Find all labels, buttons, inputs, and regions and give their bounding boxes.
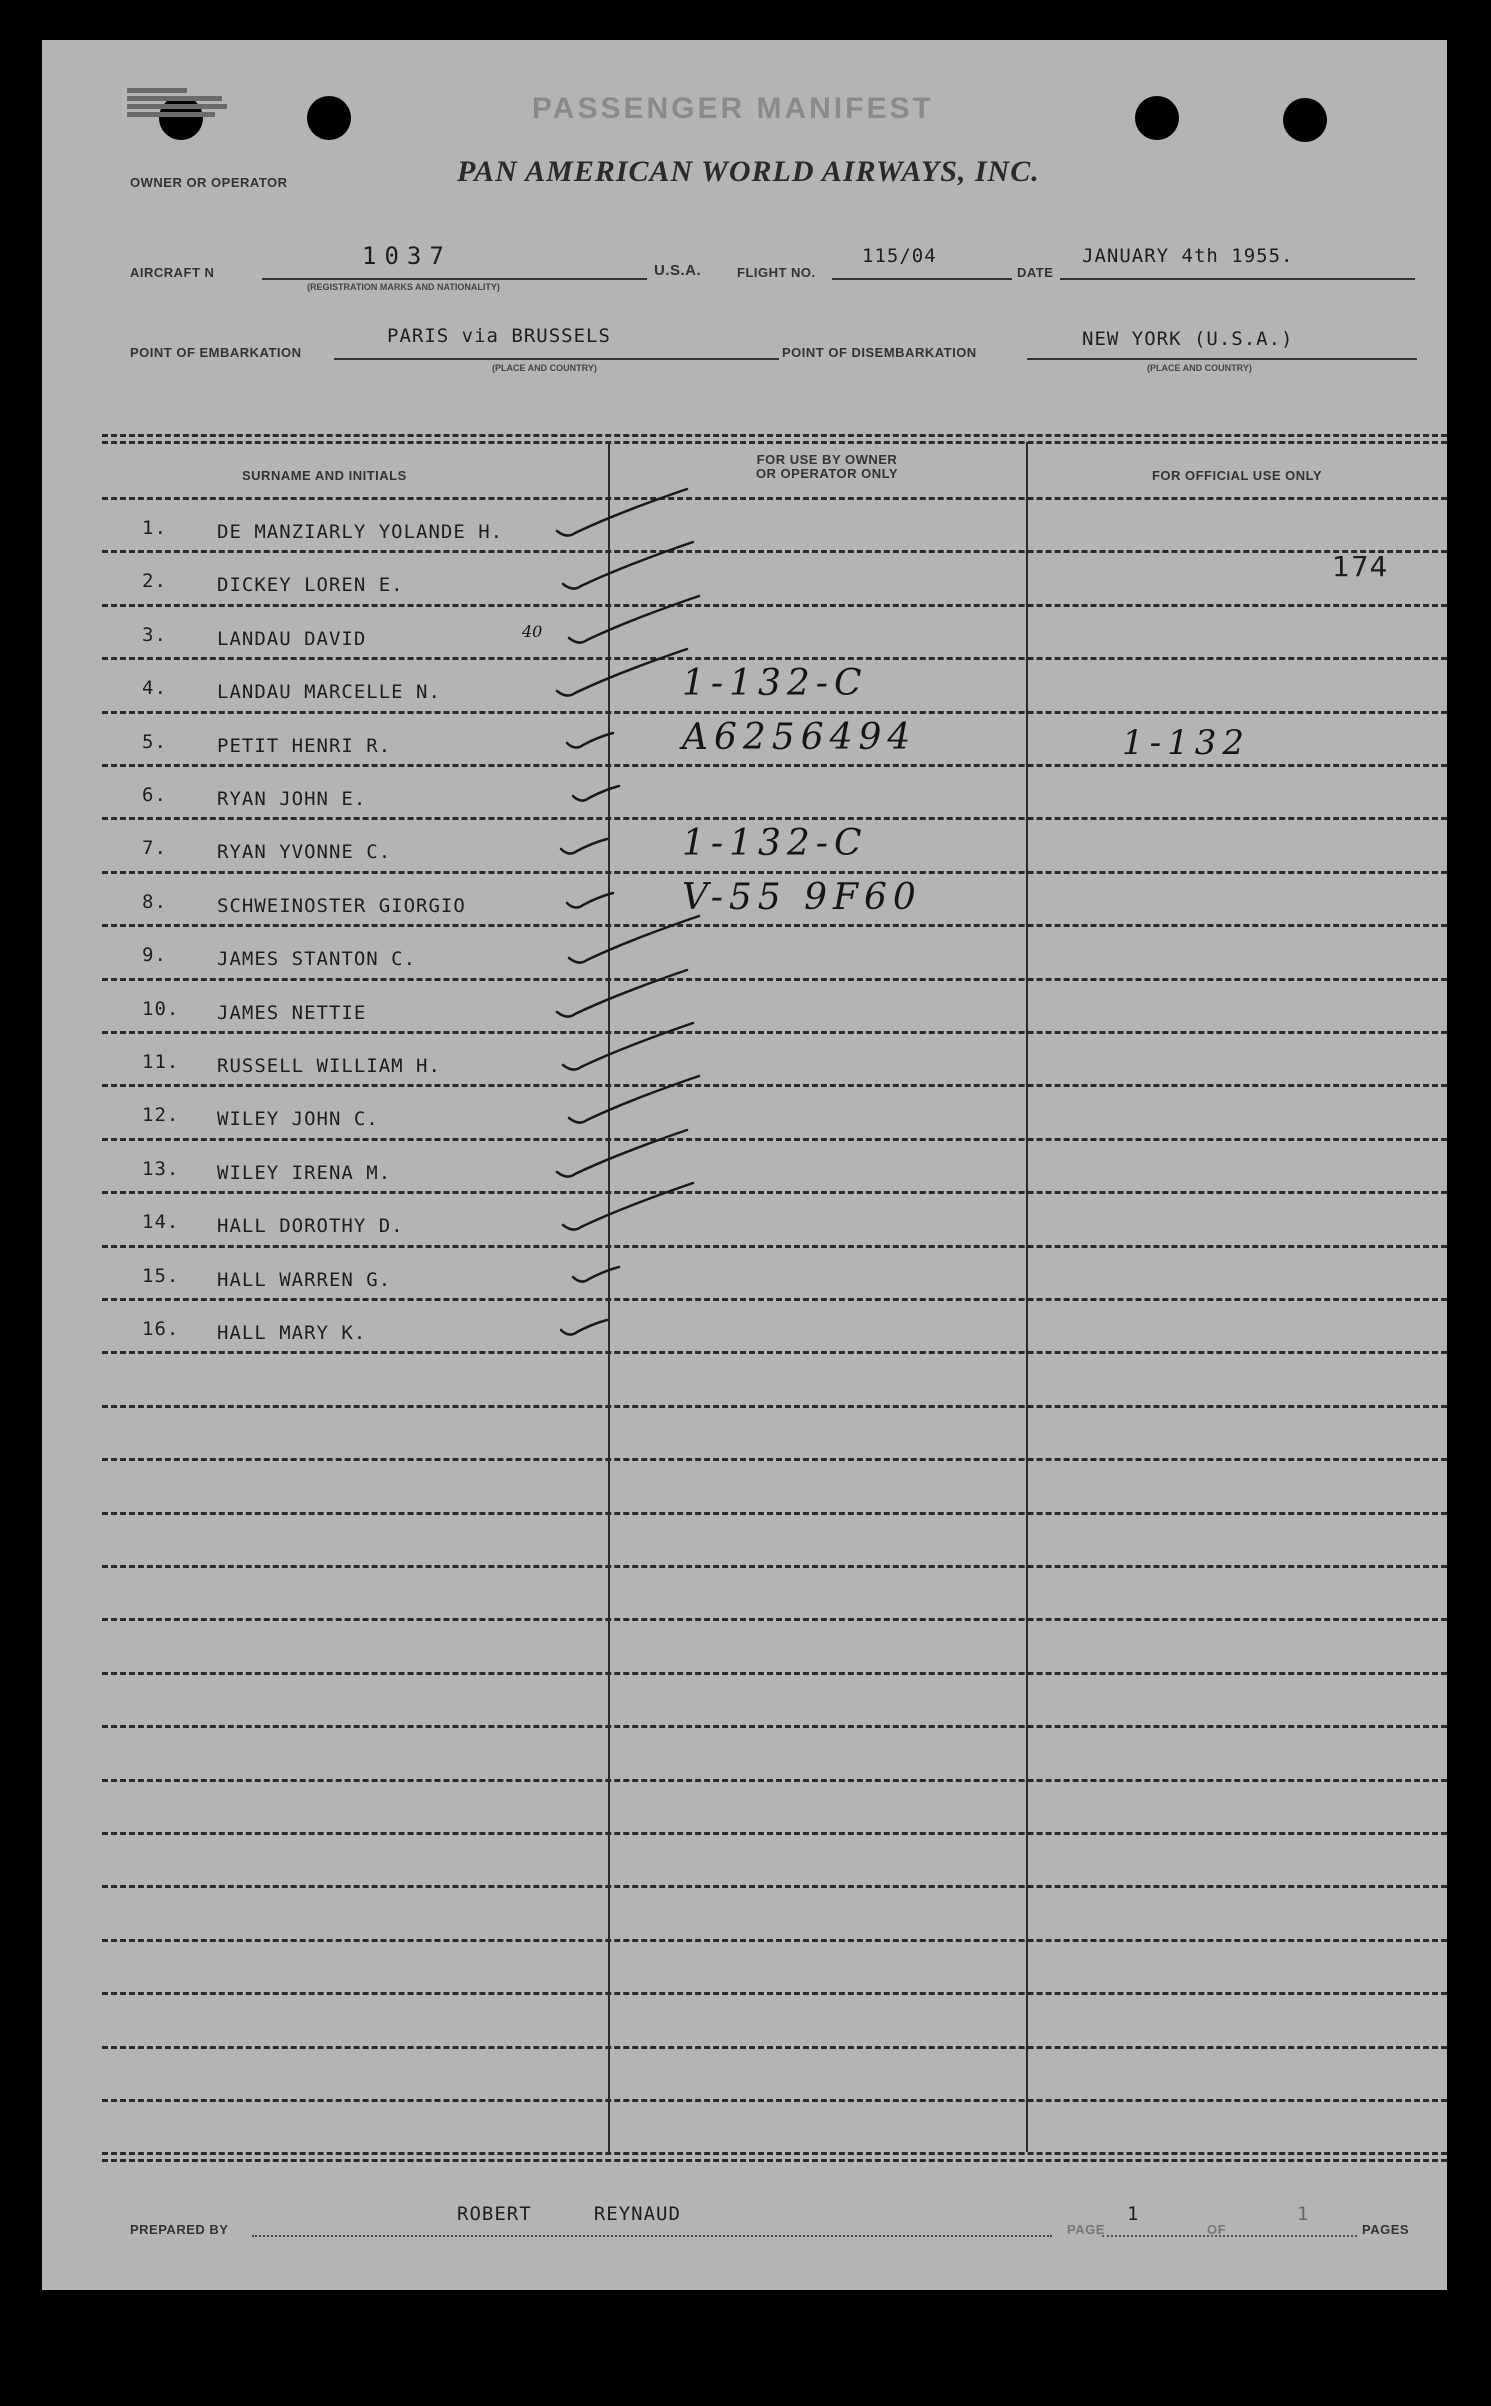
prepared-label: PREPARED BY bbox=[130, 2222, 229, 2237]
check-mark-icon bbox=[553, 1177, 733, 1237]
row-rule bbox=[102, 1618, 1447, 1621]
row-number: 14. bbox=[142, 1211, 180, 1233]
passenger-name: JAMES STANTON C. bbox=[217, 948, 417, 970]
page-label: PAGE bbox=[1067, 2222, 1105, 2237]
official-use-entry: 174 bbox=[1332, 550, 1389, 583]
row-rule bbox=[102, 1939, 1447, 1942]
table-row bbox=[42, 1051, 1447, 1085]
row-rule bbox=[102, 1992, 1447, 1995]
row-number: 16. bbox=[142, 1318, 180, 1340]
row-number: 9. bbox=[142, 944, 167, 966]
row-number: 6. bbox=[142, 784, 167, 806]
check-mark-icon bbox=[559, 910, 739, 970]
passenger-name: DICKEY LOREN E. bbox=[217, 574, 404, 596]
row-number: 3. bbox=[142, 624, 167, 646]
col-header-official: FOR OFFICIAL USE ONLY bbox=[1151, 468, 1323, 483]
row-number: 1. bbox=[142, 517, 167, 539]
aircraft-label: AIRCRAFT N bbox=[130, 265, 215, 280]
passenger-name: RUSSELL WILLIAM H. bbox=[217, 1055, 441, 1077]
passenger-name: HALL WARREN G. bbox=[217, 1269, 392, 1291]
check-mark-icon bbox=[553, 1017, 733, 1077]
passenger-name: RYAN JOHN E. bbox=[217, 788, 367, 810]
table-row bbox=[42, 717, 1447, 765]
check-mark-icon bbox=[547, 1284, 727, 1344]
row-rule bbox=[102, 1512, 1447, 1515]
embarkation-label: POINT OF EMBARKATION bbox=[130, 345, 302, 360]
disembarkation-label: POINT OF DISEMBARKATION bbox=[782, 345, 977, 360]
manifest-sheet bbox=[42, 40, 1447, 2290]
table-row bbox=[42, 1265, 1447, 1299]
approval-stamp bbox=[127, 88, 232, 133]
table-top-rule bbox=[102, 434, 1447, 437]
owner-use-entry: 1-132-C bbox=[682, 663, 868, 704]
owner-use-entry: 1-132-C bbox=[682, 823, 868, 864]
check-mark-icon bbox=[547, 964, 727, 1024]
row-number: 15. bbox=[142, 1265, 180, 1287]
embarkation-value: PARIS via BRUSSELS bbox=[387, 325, 611, 347]
table-row bbox=[42, 624, 1447, 658]
of-label: OF bbox=[1207, 2222, 1227, 2237]
table-row bbox=[42, 1211, 1447, 1245]
passenger-name: LANDAU MARCELLE N. bbox=[217, 681, 441, 703]
usa-label: U.S.A. bbox=[654, 262, 702, 279]
passenger-name: JAMES NETTIE bbox=[217, 1002, 367, 1024]
row-number: 12. bbox=[142, 1104, 180, 1126]
row-number: 10. bbox=[142, 998, 180, 1020]
disembarkation-caption: (PLACE AND COUNTRY) bbox=[1147, 363, 1252, 373]
row-rule bbox=[102, 978, 1447, 981]
passenger-name: HALL DOROTHY D. bbox=[217, 1215, 404, 1237]
table-row bbox=[42, 1104, 1447, 1138]
table-row bbox=[42, 550, 1447, 604]
embarkation-caption: (PLACE AND COUNTRY) bbox=[492, 363, 597, 373]
row-rule bbox=[102, 1405, 1447, 1408]
date-label: DATE bbox=[1017, 265, 1054, 280]
row-rule bbox=[102, 1245, 1447, 1248]
row-rule bbox=[102, 1565, 1447, 1568]
table-row bbox=[42, 877, 1447, 925]
row-number: 11. bbox=[142, 1051, 180, 1073]
row-rule bbox=[102, 2099, 1447, 2102]
col-header-names: SURNAME AND INITIALS bbox=[242, 468, 407, 483]
page-value: 1 bbox=[1127, 2203, 1140, 2225]
check-mark-icon bbox=[559, 750, 739, 810]
passenger-name: LANDAU DAVID bbox=[217, 628, 367, 650]
check-mark-icon bbox=[553, 536, 733, 596]
row-rule bbox=[102, 1725, 1447, 1728]
owner-use-entry: A6256494 bbox=[682, 717, 917, 758]
owner-value: PAN AMERICAN WORLD AIRWAYS, INC. bbox=[457, 155, 1040, 188]
check-mark-icon bbox=[559, 1070, 739, 1130]
row-rule bbox=[102, 871, 1447, 874]
row-rule bbox=[102, 497, 1447, 500]
prepared-value: ROBERT REYNAUD bbox=[457, 2203, 681, 2225]
passenger-name: WILEY JOHN C. bbox=[217, 1108, 379, 1130]
registration-caption: (REGISTRATION MARKS AND NATIONALITY) bbox=[307, 282, 500, 292]
passenger-name: RYAN YVONNE C. bbox=[217, 841, 392, 863]
table-row bbox=[42, 944, 1447, 978]
owner-use-entry: V-55 9F60 bbox=[682, 877, 922, 918]
passenger-name: SCHWEINOSTER GIORGIO bbox=[217, 895, 466, 917]
table-row bbox=[42, 823, 1447, 871]
row-rule bbox=[102, 1672, 1447, 1675]
check-mark-icon bbox=[553, 857, 733, 917]
row-rule bbox=[102, 1832, 1447, 1835]
pages-label: PAGES bbox=[1362, 2222, 1410, 2237]
row-number: 5. bbox=[142, 731, 167, 753]
table-row bbox=[42, 1158, 1447, 1192]
table-row bbox=[42, 517, 1447, 551]
check-mark-icon bbox=[547, 1124, 727, 1184]
row-rule bbox=[102, 604, 1447, 607]
check-mark-icon bbox=[547, 643, 727, 703]
table-row bbox=[42, 998, 1447, 1032]
passenger-name: HALL MARY K. bbox=[217, 1322, 367, 1344]
of-value: 1 bbox=[1297, 2203, 1310, 2225]
passenger-name: DE MANZIARLY YOLANDE H. bbox=[217, 521, 504, 543]
row-rule bbox=[102, 1885, 1447, 1888]
table-row bbox=[42, 1318, 1447, 1352]
table-bottom-rule bbox=[102, 2152, 1447, 2155]
check-mark-icon bbox=[547, 483, 727, 543]
check-mark-icon bbox=[559, 590, 739, 650]
row-rule bbox=[102, 2046, 1447, 2049]
row-rule bbox=[102, 1458, 1447, 1461]
aircraft-value: 1037 bbox=[362, 242, 452, 270]
passenger-name: PETIT HENRI R. bbox=[217, 735, 392, 757]
row-number: 7. bbox=[142, 837, 167, 859]
row-rule bbox=[102, 1138, 1447, 1141]
check-mark-icon bbox=[547, 803, 727, 863]
table-row bbox=[42, 663, 1447, 711]
flight-value: 115/04 bbox=[862, 245, 937, 267]
disembarkation-value: NEW YORK (U.S.A.) bbox=[1082, 328, 1294, 350]
row-number: 4. bbox=[142, 677, 167, 699]
passenger-name: WILEY IRENA M. bbox=[217, 1162, 392, 1184]
official-use-entry: 1-132 bbox=[1122, 723, 1251, 763]
flight-label: FLIGHT NO. bbox=[737, 265, 816, 280]
row-number: 13. bbox=[142, 1158, 180, 1180]
row-number: 8. bbox=[142, 891, 167, 913]
check-mark-icon bbox=[559, 1231, 739, 1291]
row-number: 2. bbox=[142, 570, 167, 592]
date-value: JANUARY 4th 1955. bbox=[1082, 245, 1294, 267]
punch-hole bbox=[307, 96, 351, 140]
row-rule bbox=[102, 1779, 1447, 1782]
table-row bbox=[42, 784, 1447, 818]
check-mark-icon bbox=[553, 697, 733, 757]
owner-label: OWNER OR OPERATOR bbox=[130, 175, 288, 190]
punch-hole bbox=[1135, 96, 1179, 140]
punch-hole bbox=[1283, 98, 1327, 142]
handwritten-note: 40 bbox=[522, 622, 543, 641]
row-rule bbox=[102, 711, 1447, 714]
form-title: PASSENGER MANIFEST bbox=[532, 92, 934, 125]
col-header-owner: FOR USE BY OWNER OR OPERATOR ONLY bbox=[755, 452, 899, 481]
